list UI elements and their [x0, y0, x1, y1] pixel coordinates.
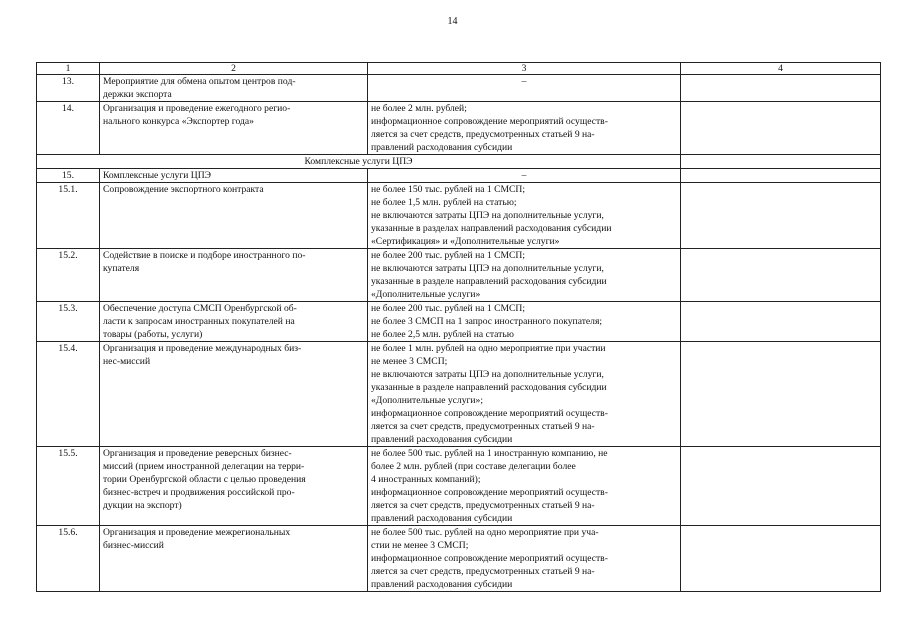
name-line: бизнес-миссий	[103, 540, 164, 551]
condition-line: не более 2,5 млн. рублей на статью	[371, 329, 514, 340]
row-conditions	[368, 526, 681, 592]
condition-line: правлений расходования субсидии	[371, 513, 513, 524]
condition-line: не более 200 тыс. рублей на 1 СМСП;	[371, 250, 525, 261]
name-line: товары (работы, услуги)	[103, 329, 203, 340]
name-line: Обеспечение доступа СМСП Оренбургской об-	[103, 303, 297, 314]
table-row	[37, 169, 881, 183]
condition-line: информационное сопровождение мероприятий осуществ-	[371, 487, 608, 498]
row-number: 15.1.	[37, 183, 100, 249]
table-row	[37, 75, 881, 102]
condition-line: ляется за счет средств, предусмотренных статьей 9 на-	[371, 421, 595, 432]
condition-line: 4 иностранных компаний);	[371, 474, 481, 485]
condition-line: не более 150 тыс. рублей на 1 СМСП;	[371, 184, 525, 195]
name-line: миссий (прием иностранной делегации на терри-	[103, 461, 305, 472]
condition-line: указанные в разделе направлений расходования субсидии	[371, 382, 607, 393]
row-conditions	[368, 183, 681, 249]
name-line: Организация и проведение международных биз-	[103, 343, 302, 354]
condition-line: не более 200 тыс. рублей на 1 СМСП;	[371, 303, 525, 314]
name-line: Комплексные услуги ЦПЭ	[103, 170, 211, 181]
row-number: 15.4.	[37, 342, 100, 447]
condition-line: не включаются затраты ЦПЭ на дополнительные услуги,	[371, 263, 604, 274]
name-line: Организация и проведение реверсных бизнес-	[103, 448, 292, 459]
empty-cell	[681, 169, 881, 183]
condition-line: не более 1 млн. рублей на одно мероприятие при участии	[371, 343, 606, 354]
row-name	[100, 169, 368, 183]
row-conditions	[368, 302, 681, 342]
condition-line: не включаются затраты ЦПЭ на дополнительные услуги,	[371, 369, 604, 380]
empty-cell	[681, 342, 881, 447]
condition-line: правлений расходования субсидии	[371, 434, 513, 445]
empty-cell	[681, 183, 881, 249]
condition-line: –	[521, 170, 527, 181]
empty-cell	[681, 249, 881, 302]
row-conditions	[368, 102, 681, 155]
name-line: бизнес-встреч и продвижения российской про-	[103, 487, 295, 498]
condition-line: информационное сопровождение мероприятий осуществ-	[371, 116, 608, 127]
row-number: 15.	[37, 169, 100, 183]
condition-line: не более 3 СМСП на 1 запрос иностранного покупателя;	[371, 316, 603, 327]
condition-line: ляется за счет средств, предусмотренных статьей 9 на-	[371, 566, 595, 577]
condition-line: «Дополнительные услуги»;	[371, 395, 484, 406]
header-col-2: 2	[100, 63, 368, 75]
header-col-4: 4	[681, 63, 881, 75]
row-number: 15.5.	[37, 447, 100, 526]
condition-line: указанные в разделах направлений расходования субсидии	[371, 223, 612, 234]
condition-line: не менее 3 СМСП;	[371, 356, 448, 367]
row-name	[100, 75, 368, 102]
header-col-1: 1	[37, 63, 100, 75]
condition-line: –	[521, 76, 527, 87]
name-line: Содействие в поиске и подборе иностранного по-	[103, 250, 306, 261]
condition-line: ляется за счет средств, предусмотренных статьей 9 на-	[371, 129, 595, 140]
table-row	[37, 183, 881, 249]
section-title: Комплексные услуги ЦПЭ	[37, 155, 681, 169]
name-line: Мероприятие для обмена опытом центров под-	[103, 76, 296, 87]
condition-line: «Сертификация» и «Дополнительные услуги»	[371, 236, 560, 247]
table-row	[37, 302, 881, 342]
name-line: Организация и проведение ежегодного регио-	[103, 103, 291, 114]
row-conditions	[368, 169, 681, 183]
row-name	[100, 526, 368, 592]
condition-line: «Дополнительные услуги»	[371, 289, 481, 300]
row-name	[100, 342, 368, 447]
table-header-row	[37, 63, 881, 75]
name-line: дукции на экспорт)	[103, 500, 182, 511]
table-row	[37, 249, 881, 302]
empty-cell	[681, 526, 881, 592]
row-number: 13.	[37, 75, 100, 102]
condition-line: не более 500 тыс. рублей на одно мероприятие при уча-	[371, 527, 599, 538]
name-line: держки экспорта	[103, 89, 172, 100]
condition-line: ляется за счет средств, предусмотренных статьей 9 на-	[371, 500, 595, 511]
table-row	[37, 342, 881, 447]
row-conditions	[368, 249, 681, 302]
document-table	[36, 62, 881, 592]
page-number: 14	[447, 16, 458, 27]
condition-line: не включаются затраты ЦПЭ на дополнительные услуги,	[371, 210, 604, 221]
name-line: ласти к запросам иностранных покупателей на	[103, 316, 295, 327]
row-name	[100, 249, 368, 302]
condition-line: правлений расходования субсидии	[371, 142, 513, 153]
name-line: купателя	[103, 263, 140, 274]
table-row	[37, 102, 881, 155]
row-conditions	[368, 447, 681, 526]
name-line: Сопровождение экспортного контракта	[103, 184, 264, 195]
row-name	[100, 102, 368, 155]
header-col-3: 3	[368, 63, 681, 75]
row-name	[100, 183, 368, 249]
row-conditions	[368, 342, 681, 447]
condition-line: правлений расходования субсидии	[371, 579, 513, 590]
row-name	[100, 447, 368, 526]
condition-line: не более 1,5 млн. рублей на статью;	[371, 197, 517, 208]
table-body	[37, 63, 881, 592]
name-line: нес-миссий	[103, 356, 151, 367]
condition-line: стии не менее 3 СМСП;	[371, 540, 469, 551]
row-number: 15.3.	[37, 302, 100, 342]
name-line: Организация и проведение межрегиональных	[103, 527, 291, 538]
condition-line: информационное сопровождение мероприятий осуществ-	[371, 553, 608, 564]
table-row	[37, 447, 881, 526]
table-row	[37, 526, 881, 592]
condition-line: информационное сопровождение мероприятий осуществ-	[371, 408, 608, 419]
name-line: тории Оренбургской области с целью проведения	[103, 474, 306, 485]
row-conditions	[368, 75, 681, 102]
row-number: 15.6.	[37, 526, 100, 592]
condition-line: указанные в разделе направлений расходования субсидии	[371, 276, 607, 287]
condition-line: не более 500 тыс. рублей на 1 иностранную компанию, не	[371, 448, 608, 459]
empty-cell	[681, 155, 881, 169]
row-number: 14.	[37, 102, 100, 155]
section-row	[37, 155, 881, 169]
condition-line: более 2 млн. рублей (при составе делегации более	[371, 461, 576, 472]
name-line: нального конкурса «Экспортер года»	[103, 116, 254, 127]
condition-line: не более 2 млн. рублей;	[371, 103, 467, 114]
row-number: 15.2.	[37, 249, 100, 302]
empty-cell	[681, 75, 881, 102]
empty-cell	[681, 447, 881, 526]
empty-cell	[681, 102, 881, 155]
row-name	[100, 302, 368, 342]
empty-cell	[681, 302, 881, 342]
